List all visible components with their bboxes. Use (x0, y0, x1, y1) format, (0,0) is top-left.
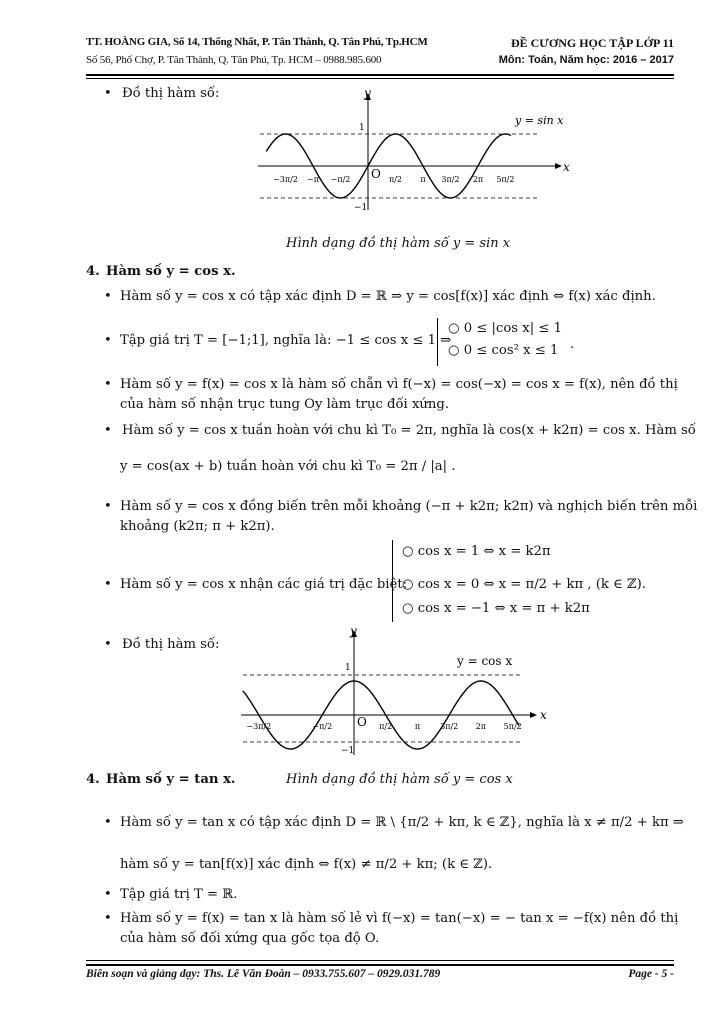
cos-even-text-1: Hàm số y = f(x) = cos x là hàm số chẵn vì f(−x) = cos(−x) = cos x = f(x), nên đồ thị (120, 377, 678, 392)
cos-range-ineq2: ○ 0 ≤ cos² x ≤ 1 (448, 343, 559, 358)
tan-domain-text-2: hàm số y = tan[f(x)] xác định ⇔ f(x) ≠ π/2 + kπ; (k ∈ ℤ). (120, 857, 493, 872)
cos-xtick-label: −3π/2 (246, 722, 272, 731)
header-rule-thin (86, 78, 674, 79)
cos-range-ineq1: ○ 0 ≤ |cos x| ≤ 1 (448, 321, 562, 336)
cos-ytick-top: 1 (345, 663, 351, 673)
footer-page-number: Page - 5 - (628, 968, 674, 980)
sin-xtick-label: 3π/2 (441, 175, 460, 184)
cos-special-3: ○ cos x = −1 ⇔ x = π + k2π (402, 601, 590, 616)
cos-period-text-2: y = cos(ax + b) tuần hoàn với chu kì T₀ = 2π / |a| . (120, 459, 456, 474)
header-center-line1: TT. HOÀNG GIA, Số 14, Thống Nhất, P. Tân Thành, Q. Tân Phú, Tp.HCM (86, 36, 428, 48)
bullet-marker: • (104, 911, 112, 926)
cos-special-system-bar (392, 540, 393, 622)
cos-xtick-label: −π/2 (312, 722, 333, 731)
page-header (86, 36, 674, 76)
cos-ytick-bottom: −1 (341, 746, 355, 756)
cos-range-text: Tập giá trị T = [−1;1], nghĩa là: −1 ≤ cos x ≤ 1 ⇒ (120, 333, 452, 348)
sin-xtick-label: −π/2 (330, 175, 351, 184)
cos-axis-y-label: y (350, 625, 357, 638)
cos-special-1: ○ cos x = 1 ⇔ x = k2π (402, 544, 551, 559)
cos-origin-label: O (357, 715, 367, 729)
sin-x-tick-labels (273, 175, 514, 184)
cos-xtick-label: 2π (475, 722, 487, 731)
tan-odd-text-2: của hàm số đối xứng qua gốc tọa độ O. (120, 931, 380, 946)
bullet-marker: • (104, 423, 112, 438)
tan-heading: Hàm số y = tan x. (106, 772, 236, 787)
cos-curve-label: y = cos x (457, 654, 513, 668)
sin-x-arrow (555, 163, 562, 169)
header-rule (86, 74, 674, 76)
footer-rule-thin (86, 960, 674, 961)
bullet-marker: • (104, 333, 112, 348)
cos-graph-caption: Hình dạng đồ thị hàm số y = cos x (286, 772, 513, 787)
cos-axis-x-label: x (540, 708, 547, 722)
cos-range-system-bar (437, 318, 438, 366)
bullet-marker: • (104, 289, 112, 304)
bullet-marker: • (104, 377, 112, 392)
bullet-marker: • (104, 637, 112, 652)
cos-graph-intro: Đồ thị hàm số: (122, 637, 220, 652)
cos-xtick-label: π/2 (379, 722, 393, 731)
sin-graph-caption: Hình dạng đồ thị hàm số y = sin x (286, 236, 511, 251)
footer-rule (86, 964, 674, 966)
cos-special-values-text: Hàm số y = cos x nhận các giá trị đặc biệt: (120, 577, 408, 592)
tan-heading-number: 4. (86, 772, 100, 787)
bullet-marker: • (104, 887, 112, 902)
sin-xtick-label: −3π/2 (273, 175, 298, 184)
sin-origin-label: O (371, 167, 381, 181)
cos-monotonic-text-1: Hàm số y = cos x đồng biến trên mỗi khoảng (−π + k2π; k2π) và nghịch biến trên mỗi (120, 499, 698, 514)
tan-odd-text-1: Hàm số y = f(x) = tan x là hàm số lẻ vì f(−x) = tan(−x) = − tan x = −f(x) nên đồ thị (120, 911, 679, 926)
cos-range-period: . (570, 337, 575, 352)
cos-even-text-2: của hàm số nhận trục tung Oy làm trục đối xứng. (120, 397, 450, 412)
sin-xtick-label: −π (307, 175, 319, 184)
sin-xtick-label: 2π (472, 175, 484, 184)
sin-xtick-label: 5π/2 (496, 175, 515, 184)
cos-heading: Hàm số y = cos x. (106, 264, 236, 279)
sin-xtick-label: π (420, 175, 426, 184)
sin-curve-label: y = sin x (515, 114, 564, 127)
header-center-line2: Số 56, Phố Chợ, P. Tân Thành, Q. Tân Phú, Tp. HCM – 0988.985.600 (86, 54, 382, 66)
cos-graph (235, 625, 565, 760)
tan-domain-text-1: Hàm số y = tan x có tập xác định D = ℝ \ {π/2 + kπ, k ∈ ℤ}, nghĩa là x ≠ π/2 + kπ ⇒ (120, 815, 684, 830)
cos-special-2: ○ cos x = 0 ⇔ x = π/2 + kπ , (k ∈ ℤ). (402, 577, 646, 592)
bullet-marker: • (104, 815, 112, 830)
bullet-marker: • (104, 86, 112, 101)
bullet-marker: • (104, 577, 112, 592)
cos-domain-text: Hàm số y = cos x có tập xác định D = ℝ ⇒ y = cos[f(x)] xác định ⇔ f(x) xác định. (120, 289, 656, 304)
header-course-title: ĐỀ CƯƠNG HỌC TẬP LỚP 11 (510, 36, 674, 50)
header-subject-year: Môn: Toán, Năm học: 2016 – 2017 (498, 54, 674, 66)
sin-graph (250, 88, 580, 218)
tan-range-text: Tập giá trị T = ℝ. (120, 887, 238, 902)
cos-monotonic-text-2: khoảng (k2π; π + k2π). (120, 519, 275, 534)
sin-axis-y-label: y (364, 88, 371, 100)
cos-xtick-label: π (414, 722, 421, 731)
cos-xtick-label: 5π/2 (503, 722, 522, 731)
cos-x-arrow (530, 712, 537, 718)
cos-period-text-1: Hàm số y = cos x tuần hoàn với chu kì T₀ = 2π, nghĩa là cos(x + k2π) = cos x. Hàm số (122, 423, 696, 438)
sin-xtick-label: π/2 (388, 175, 403, 184)
sin-axis-x-label: x (563, 160, 570, 174)
footer-author: Biên soạn và giảng dạy: Ths. Lê Văn Đoàn – 0933.755.607 – 0929.031.789 (86, 968, 441, 980)
cos-x-tick-labels (246, 722, 521, 731)
sin-graph-intro: Đồ thị hàm số: (122, 86, 220, 101)
sin-ytick-top: 1 (359, 123, 365, 133)
sin-ytick-bottom: −1 (354, 203, 368, 213)
bullet-marker: • (104, 499, 112, 514)
cos-xtick-label: 3π/2 (440, 722, 459, 731)
cos-heading-number: 4. (86, 264, 100, 279)
